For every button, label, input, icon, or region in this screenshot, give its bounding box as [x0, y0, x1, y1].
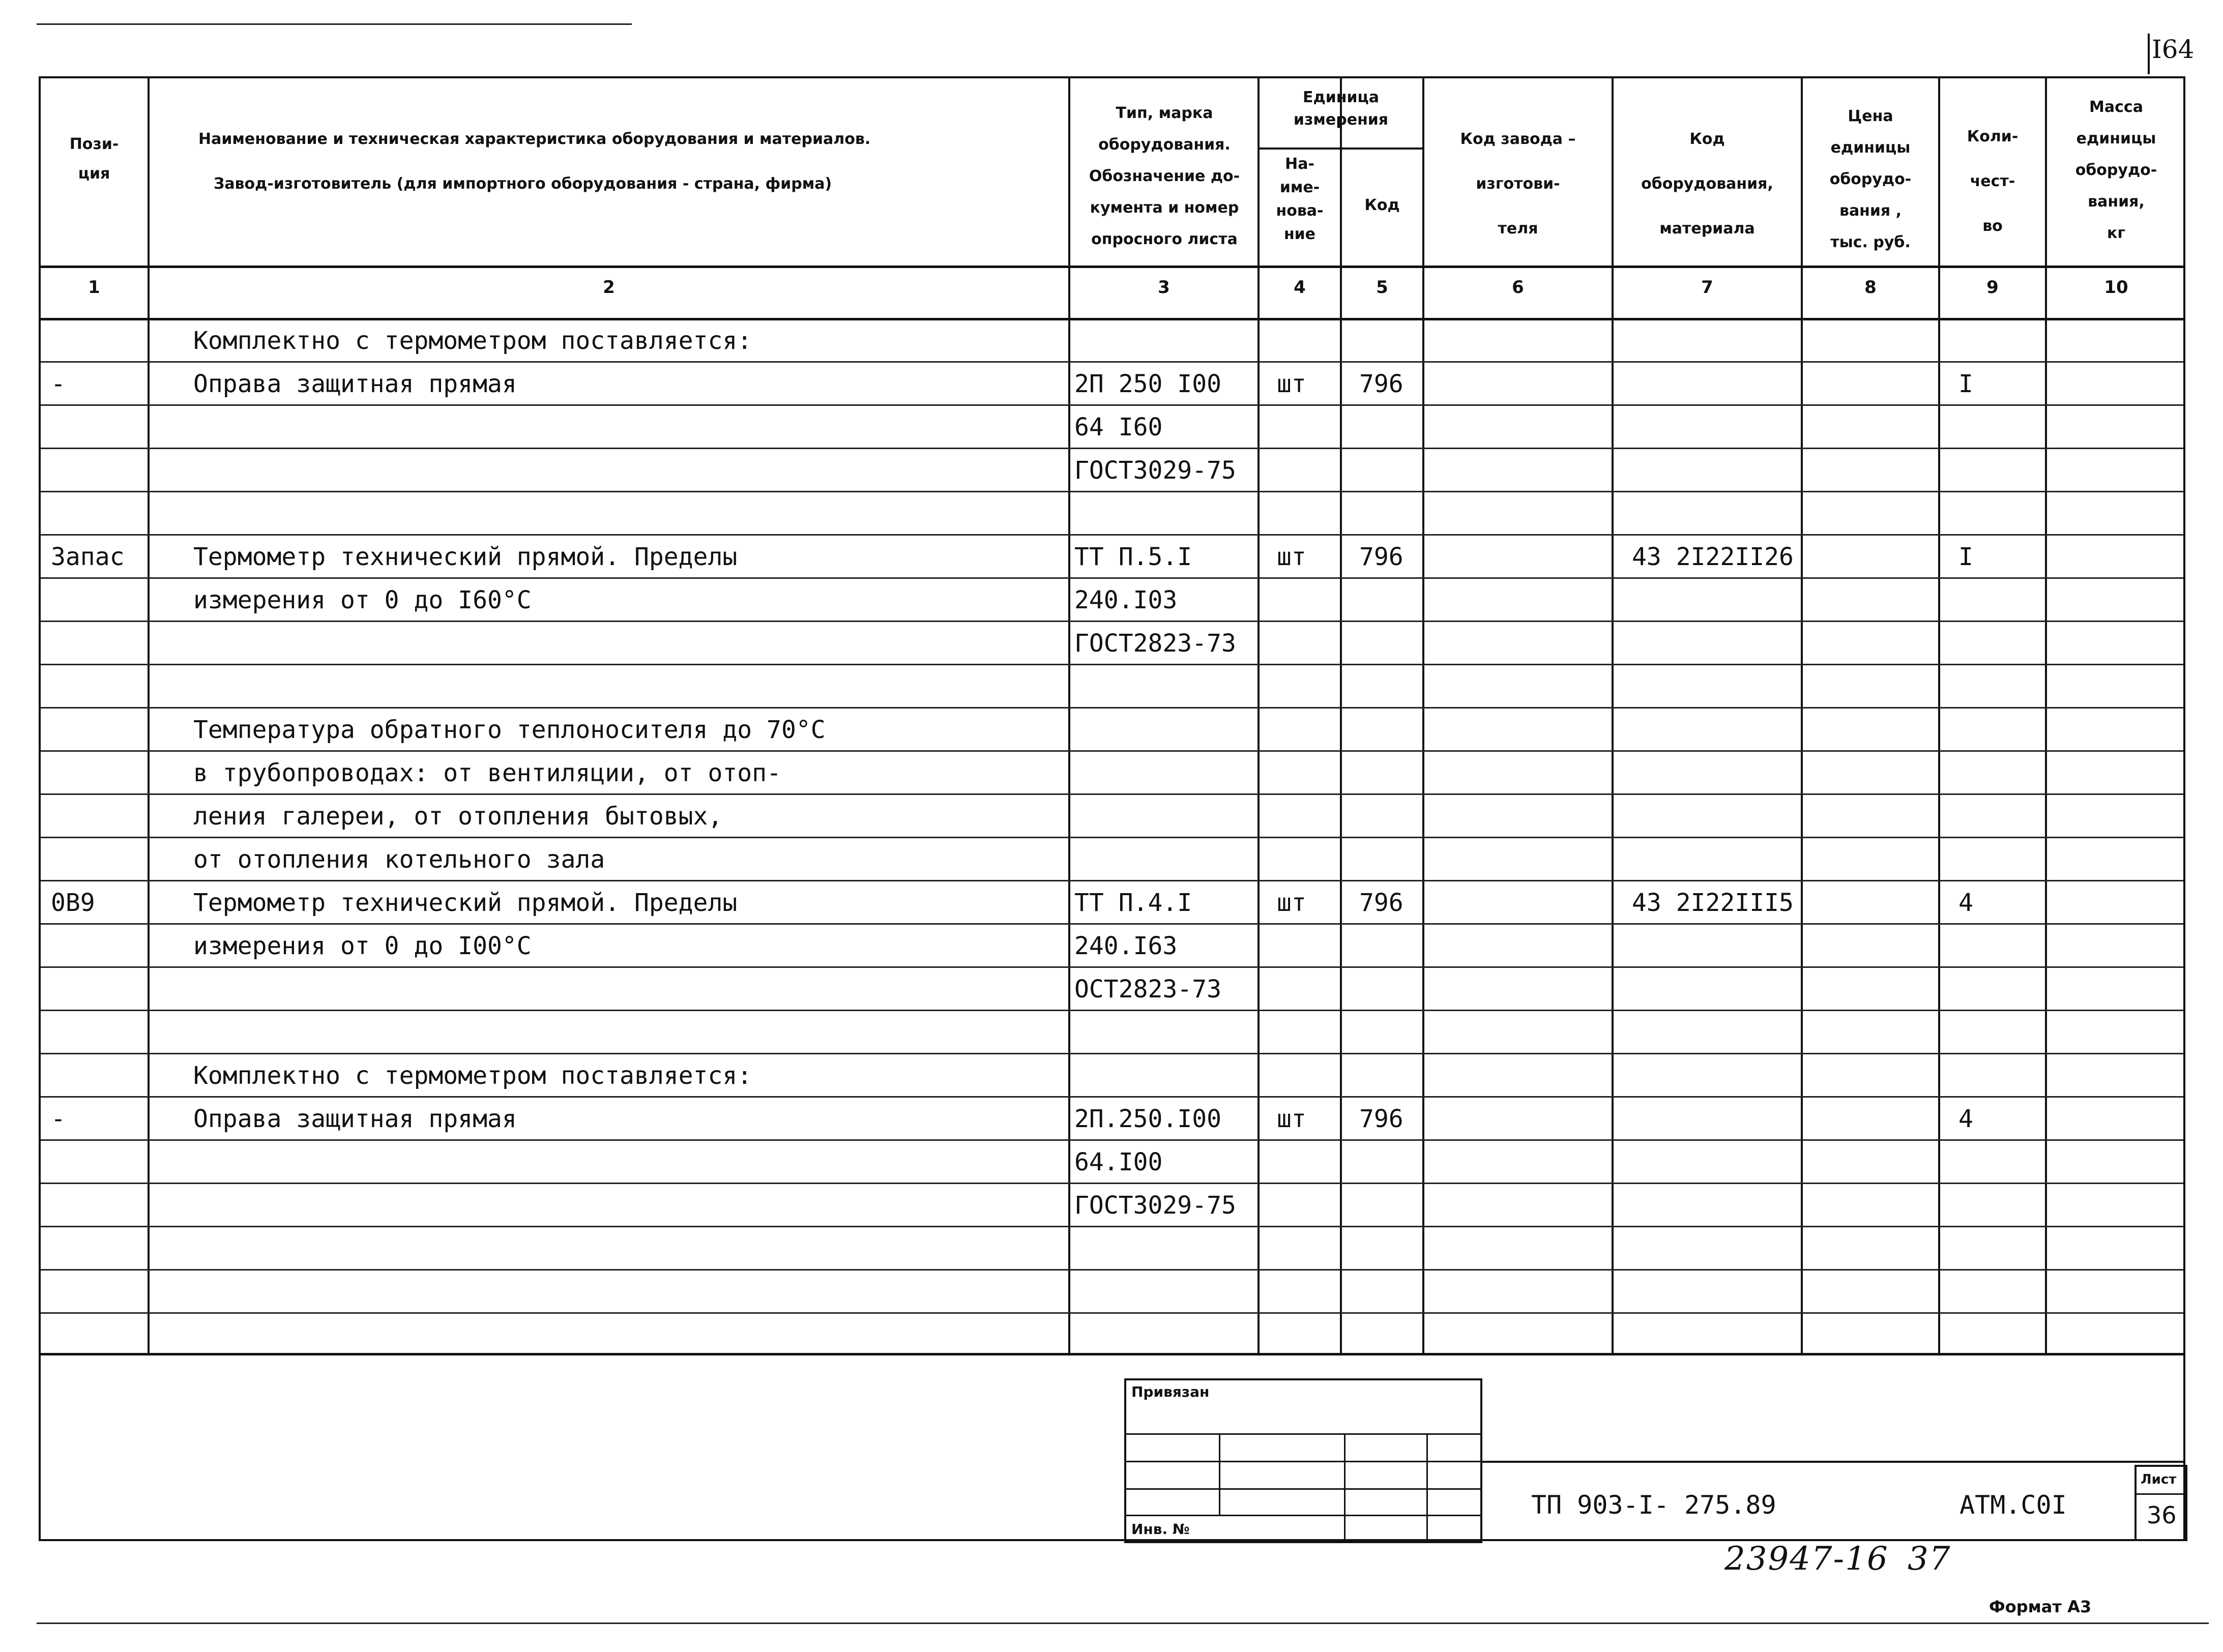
type-mark-cell: ГОСТ2823-73	[1074, 629, 1236, 658]
position-cell: 0В9	[51, 889, 95, 917]
column-number: 5	[1376, 277, 1388, 298]
col-divider	[1257, 78, 1260, 1353]
col-divider	[1068, 78, 1070, 1353]
item-name-cell: Термометр технический прямой. Пределы	[193, 543, 738, 571]
row-rule	[41, 491, 2183, 492]
item-name-cell: Комплектно с термометром поставляется:	[193, 327, 752, 355]
row-rule	[41, 707, 2183, 709]
row-rule	[41, 534, 2183, 536]
header-position: Пози- ция	[69, 135, 119, 183]
unit-code-cell: 796	[1359, 370, 1403, 398]
unit-code-cell: 796	[1359, 1105, 1403, 1133]
equipment-code-cell: 43 2I22III5	[1632, 889, 1794, 917]
row-rule	[41, 448, 2183, 449]
item-name-cell: измерения от 0 до I00°С	[193, 932, 532, 960]
row-rule	[41, 1312, 2183, 1314]
type-mark-cell: 64 I60	[1074, 413, 1163, 441]
column-number: 10	[2104, 277, 2128, 298]
column-number: 8	[1864, 277, 1877, 298]
row-rule	[41, 361, 2183, 363]
row-rule	[41, 404, 2183, 406]
header-rule	[41, 266, 2183, 268]
paper-format: Формат А3	[1989, 1597, 2092, 1616]
archive-number: 23947-16	[1724, 1540, 1889, 1578]
approval-stamp	[1124, 1378, 1482, 1543]
item-name-cell: от отопления котельного зала	[193, 845, 605, 874]
row-rule	[41, 577, 2183, 579]
type-mark-cell: 64.I00	[1074, 1148, 1163, 1176]
type-mark-cell: ГОСТ3029-75	[1074, 1191, 1236, 1220]
row-rule	[41, 966, 2183, 968]
equipment-code-cell: 43 2I22II26	[1632, 543, 1794, 571]
col-divider	[2045, 78, 2047, 1353]
item-name-cell: Термометр технический прямой. Пределы	[193, 889, 738, 917]
sheet-box	[2134, 1465, 2187, 1541]
type-mark-cell: ТТ П.4.I	[1074, 889, 1192, 917]
bottom-rule	[37, 1622, 2209, 1624]
header-quantity: Коли- чест- во	[1967, 128, 2019, 235]
row-rule	[41, 1183, 2183, 1184]
unit-name-cell: шт	[1277, 889, 1306, 917]
item-name-cell: Комплектно с термометром поставляется:	[193, 1061, 752, 1090]
row-rule	[41, 923, 2183, 925]
column-number: 1	[88, 277, 100, 298]
header-price: Цена единицы оборудо- вания , тыс. руб.	[1829, 107, 1912, 251]
unit-group-rule	[1259, 148, 1423, 150]
column-number: 9	[1986, 277, 1999, 298]
header-mass: Масса единицы оборудо- вания, кг	[2075, 98, 2157, 242]
row-rule	[41, 1269, 2183, 1271]
type-mark-cell: ГОСТ3029-75	[1074, 456, 1236, 485]
type-mark-cell: 2П.250.I00	[1074, 1105, 1221, 1133]
row-rule	[41, 880, 2183, 881]
inventory-number-label: Инв. №	[1131, 1521, 1190, 1538]
row-rule	[41, 1139, 2183, 1141]
row-rule	[41, 1010, 2183, 1011]
archive-page: 37	[1908, 1540, 1951, 1578]
column-number: 3	[1158, 277, 1170, 298]
row-rule	[41, 1053, 2183, 1054]
row-rule	[41, 621, 2183, 622]
col-divider	[1612, 78, 1614, 1353]
title-block-rule	[1482, 1461, 2185, 1463]
header-type: Тип, марка оборудования. Обозначение до- кумента и номер опросного листа	[1089, 104, 1240, 248]
row-rule	[41, 837, 2183, 838]
position-cell: -	[51, 1105, 66, 1133]
type-mark-cell: 2П 250 I00	[1074, 370, 1221, 398]
page-number-rule	[2148, 34, 2150, 74]
header-unit-code: Код	[1364, 196, 1400, 214]
quantity-cell: 4	[1958, 889, 1973, 917]
quantity-cell: 4	[1958, 1105, 1973, 1133]
document-code: ТП 903-I- 275.89	[1531, 1490, 1776, 1520]
column-number: 2	[603, 277, 615, 298]
item-name-cell: Оправа защитная прямая	[193, 370, 517, 398]
item-name-cell: в трубопроводах: от вентиляции, от отоп-	[193, 759, 781, 787]
header-unit-name: На- име- нова- ние	[1276, 155, 1324, 243]
row-rule	[41, 664, 2183, 665]
type-mark-cell: 240.I63	[1074, 932, 1178, 960]
header-equipment-code: Код оборудования, материала	[1641, 130, 1773, 238]
item-name-cell: измерения от 0 до I60°С	[193, 586, 532, 614]
row-rule	[41, 1096, 2183, 1098]
header-name: Наименование и техническая характеристика оборудования и материалов. Завод-изготовитель (для импортного оборудования - страна, фирма)	[198, 130, 871, 193]
type-mark-cell: ОСТ2823-73	[1074, 975, 1221, 1004]
unit-code-cell: 796	[1359, 543, 1403, 571]
position-cell: -	[51, 370, 66, 398]
table-end-rule	[41, 1353, 2183, 1355]
item-name-cell: Оправа защитная прямая	[193, 1105, 517, 1133]
quantity-cell: I	[1958, 370, 1973, 398]
col-divider	[148, 78, 150, 1353]
sheet-number: 36	[2147, 1501, 2177, 1529]
colnum-rule	[41, 318, 2183, 320]
column-number: 6	[1512, 277, 1524, 298]
header-unit-group: Единица измерения	[1293, 88, 1389, 129]
item-name-cell: ления галереи, от отопления бытовых,	[193, 802, 723, 831]
col-divider	[1801, 78, 1803, 1353]
unit-name-cell: шт	[1277, 1105, 1306, 1133]
type-mark-cell: 240.I03	[1074, 586, 1178, 614]
top-rule	[37, 23, 632, 25]
col-divider	[1340, 78, 1342, 1353]
linked-label: Привязан	[1131, 1383, 1210, 1400]
quantity-cell: I	[1958, 543, 1973, 571]
header-factory-code: Код завода – изготови- теля	[1460, 130, 1576, 238]
row-rule	[41, 793, 2183, 795]
row-rule	[41, 750, 2183, 752]
document-mark: АТМ.С0I	[1959, 1490, 2067, 1520]
unit-name-cell: шт	[1277, 370, 1306, 398]
row-rule	[41, 1226, 2183, 1227]
unit-code-cell: 796	[1359, 889, 1403, 917]
item-name-cell: Температура обратного теплоносителя до 70°С	[193, 716, 826, 744]
page-number: I64	[2152, 35, 2195, 64]
type-mark-cell: ТТ П.5.I	[1074, 543, 1192, 571]
column-number: 7	[1701, 277, 1713, 298]
col-divider	[1422, 78, 1424, 1353]
position-cell: Запас	[51, 543, 125, 571]
unit-name-cell: шт	[1277, 543, 1306, 571]
sheet-label: Лист	[2141, 1472, 2177, 1487]
col-divider	[1938, 78, 1940, 1353]
column-number: 4	[1294, 277, 1306, 298]
